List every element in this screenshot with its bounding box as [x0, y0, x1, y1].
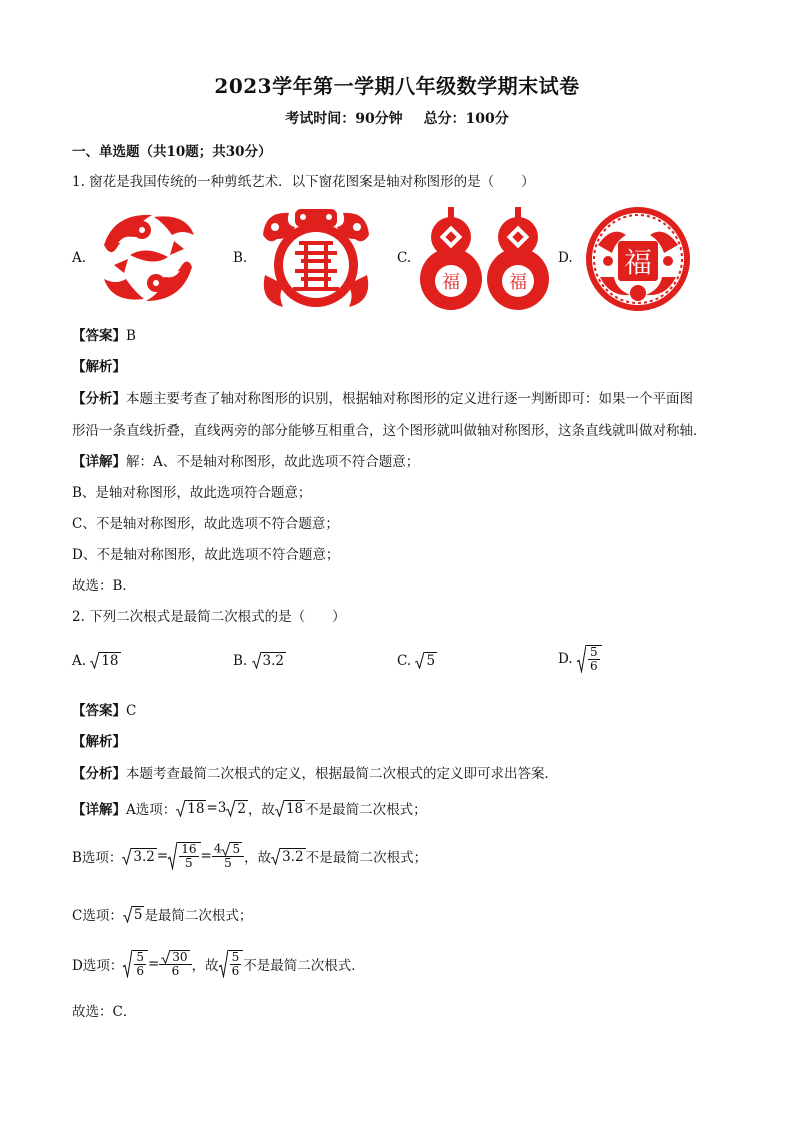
q2-d-label: D选项： — [72, 958, 124, 974]
q2-d-den1: 6 — [136, 964, 144, 978]
q2-detail-a — [72, 798, 427, 818]
q2-d-gu: ，故 — [191, 958, 219, 974]
q1-xiangjie-tag: 【详解】 — [72, 454, 126, 470]
q1-detail-d: D、不是轴对称图形，故此选项不符合题意； — [72, 547, 340, 563]
radical — [226, 800, 248, 817]
q1-answer-value: B — [126, 328, 136, 344]
radical — [252, 652, 286, 669]
total-score: 总分：100分 — [423, 111, 509, 127]
q2-option-c — [397, 652, 437, 669]
q2-b-den2: 5 — [224, 856, 232, 870]
q2-option-d-label: D. — [558, 651, 573, 667]
q1-answer — [72, 326, 136, 346]
q2-detail-b — [72, 842, 427, 870]
gourd-right-fu: 福 — [509, 272, 527, 293]
q2-c-label: C选项： — [72, 908, 123, 924]
q2-conclusion: 故选：C． — [72, 1004, 137, 1020]
q2-option-d-denominator: 6 — [589, 659, 598, 673]
q2-option-a — [72, 652, 121, 669]
q2-answer-tag: 【答案】 — [72, 703, 126, 719]
q2-a-gu: ，故 — [247, 802, 275, 818]
q1-detail-a-text: 解：A、不是轴对称图形，故此选项不符合题意； — [126, 454, 420, 470]
q2-detail-d — [72, 950, 365, 978]
q1-answer-tag: 【答案】 — [72, 328, 126, 344]
radical — [161, 950, 189, 964]
radical — [168, 842, 200, 870]
q2-option-c-radicand: 5 — [426, 653, 436, 669]
q2-d-num1: 5 — [136, 950, 144, 964]
q2-b-den1: 5 — [185, 856, 193, 870]
q2-b-num1: 16 — [181, 842, 197, 856]
q2-option-a-label: A. — [72, 652, 87, 669]
papercut-fu-circle-image — [582, 205, 694, 313]
q2-d-num2-rad: 30 — [172, 950, 188, 964]
radical — [221, 842, 242, 856]
q2-b-tail: 不是最简二次根式； — [305, 850, 428, 866]
q2-option-b — [233, 652, 286, 669]
papercut-double-happiness-image — [255, 205, 377, 313]
q2-a-radicand2: 2 — [237, 800, 246, 817]
q1-fenxi-line2: 形沿一条直线折叠，直线两旁的部分能够互相重合，这个图形就叫做轴对称图形，这条直线就叫做对称轴． — [72, 423, 707, 439]
fraction — [212, 842, 244, 870]
q2-option-a-radicand: 18 — [101, 653, 119, 669]
q2-answer — [72, 701, 136, 721]
q1-detail-c: C、不是轴对称图形，故此选项不符合题意； — [72, 516, 339, 532]
q2-a-radicand1: 18 — [187, 800, 205, 817]
radical — [219, 950, 244, 978]
radical — [122, 848, 156, 865]
q1-option-d-label: D. — [558, 250, 573, 266]
section-heading: 一、单选题（共10题；共30分） — [72, 144, 272, 160]
q2-analysis-tag: 【解析】 — [72, 734, 126, 750]
exam-subtitle — [0, 108, 794, 128]
q1-fenxi-tag: 【分析】 — [72, 391, 126, 407]
q2-b-eq2: = — [200, 848, 212, 864]
gourd-left-fu: 福 — [442, 272, 460, 293]
q2-option-c-label: C. — [397, 652, 412, 669]
q1-option-b-label: B. — [233, 250, 248, 266]
q1-conclusion: 故选：B． — [72, 578, 136, 594]
q2-fenxi-tag: 【分析】 — [72, 766, 126, 782]
q2-a-tail: 不是最简二次根式； — [305, 802, 427, 818]
q2-option-d — [558, 645, 602, 673]
q2-d-tail: 不是最简二次根式． — [243, 958, 365, 974]
q1-detail-b: B、是轴对称图形，故此选项符合题意； — [72, 485, 312, 501]
radical — [90, 652, 120, 669]
q2-c-tail: 是最简二次根式； — [144, 908, 253, 924]
radical — [415, 652, 437, 669]
radical — [275, 800, 305, 817]
q2-b-radicand3: 3.2 — [282, 848, 304, 865]
q2-fenxi-text: 本题考查最简二次根式的定义，根据最简二次根式的定义即可求出答案． — [126, 766, 558, 782]
radical — [123, 950, 148, 978]
exam-time: 考试时间：90分钟 — [285, 111, 403, 127]
q1-fenxi-text1: 本题主要考查了轴对称图形的识别，根据轴对称图形的定义进行逐一判断即可：如果一个平面图 — [126, 391, 693, 407]
q1-stem: 1. 窗花是我国传统的一种剪纸艺术．以下窗花图案是轴对称图形的是（ ） — [72, 174, 535, 190]
q2-option-d-numerator: 5 — [589, 645, 598, 659]
q2-xiangjie-tag: 【详解】 — [72, 802, 126, 818]
q2-b-label: B选项： — [72, 850, 123, 866]
q2-d-eq: = — [147, 956, 160, 972]
papercut-gourds-image — [418, 205, 552, 311]
fraction — [159, 950, 191, 978]
q2-a-label: A选项： — [126, 802, 177, 818]
q2-a-eq: =3 — [206, 800, 227, 816]
q1-analysis-tag: 【解析】 — [72, 359, 126, 375]
q1-detail-a — [72, 452, 419, 472]
q1-option-c-label: C. — [397, 250, 412, 266]
radical — [577, 645, 602, 673]
q2-d-num3: 5 — [231, 950, 240, 964]
q1-option-a-label: A. — [72, 250, 87, 266]
fu-character: 福 — [623, 246, 653, 279]
q2-b-eq1: = — [156, 848, 169, 864]
q2-fenxi — [72, 764, 558, 784]
q2-d-den3: 6 — [231, 964, 240, 978]
q2-b-radicand1: 3.2 — [133, 848, 155, 865]
q2-option-b-radicand: 3.2 — [262, 653, 284, 669]
exam-title: 2023学年第一学期八年级数学期末试卷 — [214, 74, 580, 98]
q2-a-radicand3: 18 — [285, 800, 304, 817]
q1-fenxi-line1 — [72, 389, 693, 409]
radical — [176, 800, 206, 817]
q2-b-num2-rad: 5 — [232, 842, 241, 856]
radical — [271, 848, 305, 865]
papercut-fish-image — [94, 205, 204, 310]
q2-stem: 2. 下列二次根式是最简二次根式的是（ ） — [72, 609, 346, 625]
q2-b-gu: ，故 — [244, 850, 272, 866]
q2-d-den2: 6 — [171, 964, 180, 978]
q2-c-radicand: 5 — [133, 906, 143, 923]
radical — [123, 906, 145, 923]
q2-option-b-label: B. — [233, 652, 248, 669]
q2-detail-c — [72, 904, 252, 924]
q2-answer-value: C — [126, 703, 137, 719]
q2-b-num2-coef: 4 — [213, 841, 222, 856]
